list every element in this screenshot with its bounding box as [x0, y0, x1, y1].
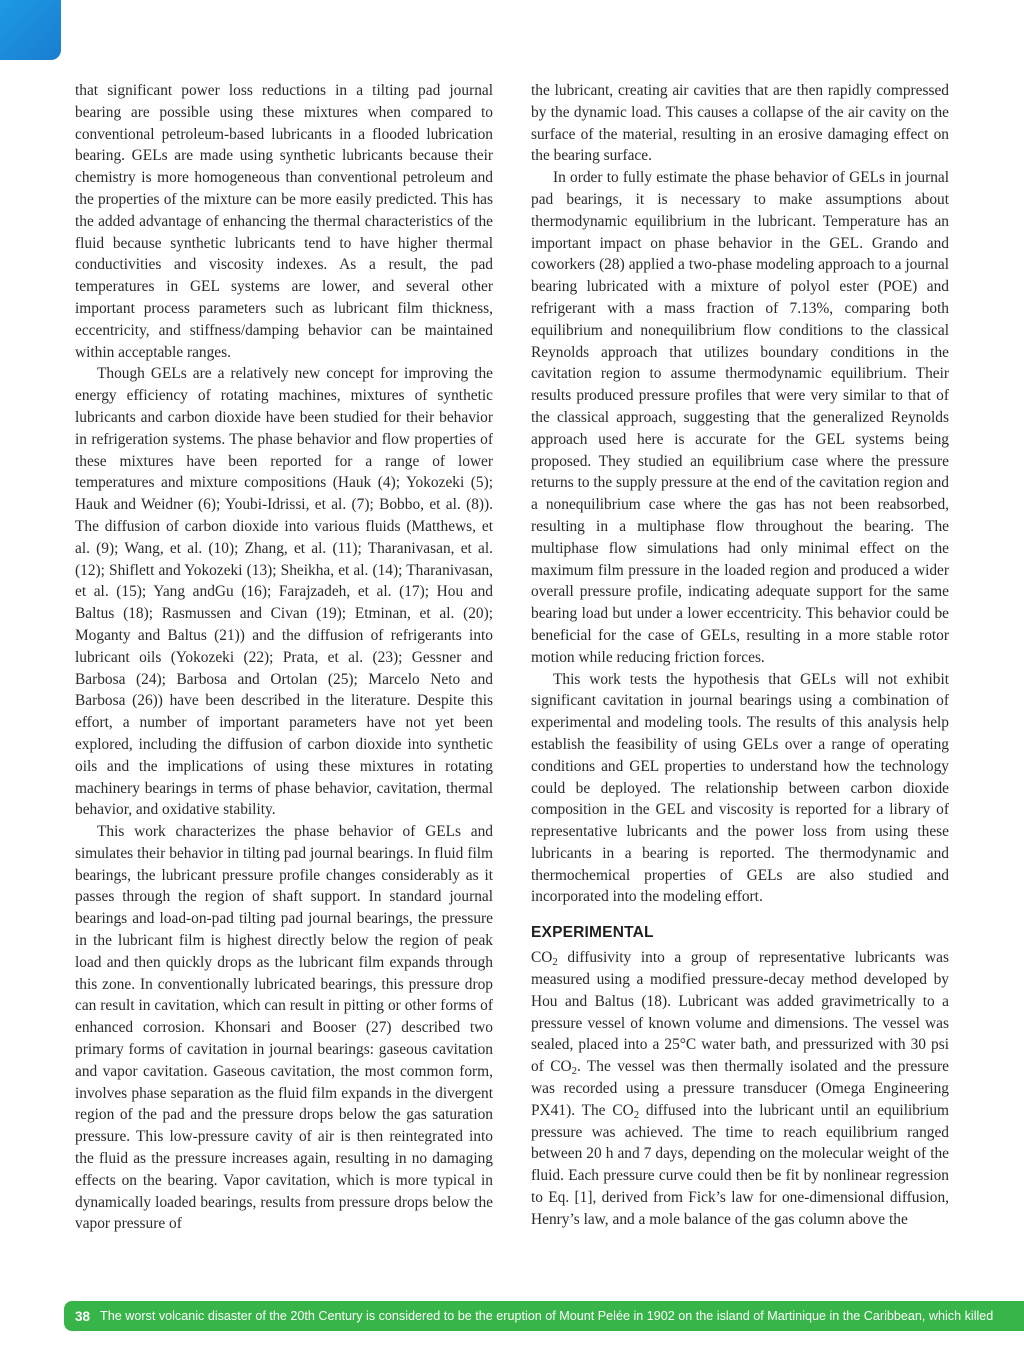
corner-tab-decoration	[0, 0, 61, 60]
subscript: 2	[552, 956, 558, 969]
body-paragraph: that significant power loss reductions in a tilting pad journal bearing are possible using these mixtures when compared to conventional petroleum-based lubricants in a flooded lubrication bearing. GELs are made using synthetic lubricants because their chemistry is more homogeneous than conventional petroleum and the properties of the mixture can be more easily predicted. This has the added advantage of enhancing the thermal characteristics of the fluid because synthetic lubricants tend to have higher thermal conductivities and viscosity indexes. As a result, the pad temperatures in GEL systems are lower, and several other important process parameters such as lubricant film thickness, eccentricity, and stiffness/damping behavior can be maintained within acceptable ranges.	[75, 82, 493, 361]
right-column	[531, 80, 949, 1231]
left-column	[75, 80, 493, 1235]
footer-bar	[64, 1301, 1024, 1331]
body-paragraph: This work characterizes the phase behavior of GELs and simulates their behavior in tilting pad journal bearings. In fluid film bearings, the lubricant pressure profile changes considerably as it passes through the region of shaft support. In standard journal bearings and load-on-pad tilting pad journal bearings, the pressure in the lubricant film is highest directly below the region of peak load and then quickly drops as the lubricant film expands through this zone. In conventionally lubricated bearings, this pressure drop can result in cavitation, which can result in pitting or other forms of enhanced corrosion. Khonsari and Booser (27) described two primary forms of cavitation in journal bearings: gaseous cavitation and vapor cavitation. Gaseous cavitation, the most common form, involves phase separation as the fluid film expands in the divergent region of the pad and the pressure drops below the gas saturation pressure. This low-pressure cavity of air is then reintegrated into the fluid as the pressure increases again, resulting in no damaging effects on the bearing. Vapor cavitation, which is more typical in dynamically loaded bearings, results from pressure drops below the vapor pressure of	[75, 823, 493, 1233]
subscript: 2	[571, 1065, 577, 1078]
text-run: CO	[531, 949, 553, 967]
experimental-paragraph	[531, 947, 949, 1230]
page-number: 38	[75, 1308, 91, 1324]
text-run: . The vessel was then thermally isolated and the pressure was recorded using a pressure transducer (Omega Engineering PX41). The CO	[531, 1058, 949, 1119]
section-heading-experimental: EXPERIMENTAL	[531, 924, 654, 942]
body-paragraph: Though GELs are a relatively new concept for improving the energy efficiency of rotating machines, mixtures of synthetic lubricants and carbon dioxide have been studied for their behavior in refrigeration systems. The phase behavior and flow properties of these mixtures have been reported for a range of lower temperatures and mixture compositions (Hauk (4); Yokozeki (5); Hauk and Weidner (6); Youbi-Idrissi, et al. (7); Bobbo, et al. (8)). The diffusion of carbon dioxide into various fluids (Matthews, et al. (9); Wang, et al. (10); Zhang, et al. (11); Tharanivasan, et al. (12); Shiflett and Yokozeki (13); Sheikha, et al. (14); Tharanivasan, et al. (15); Yang andGu (16); Farajzadeh, et al. (17); Hou and Baltus (18); Rasmussen and Civan (19); Etminan, et al. (20); Moganty and Baltus (21)) and the diffusion of refrigerants into lubricant oils (Yokozeki (22); Prata, et al. (23); Gessner and Barbosa (24); Barbosa and Ortolan (25); Marcelo Neto and Barbosa (26)) have been described in the literature. Despite this effort, a number of important parameters have not yet been explored, including the diffusion of carbon dioxide into synthetic oils and the implications of using these mixtures in rotating machinery bearings in terms of phase behavior, cavitation, thermal behavior, and oxidative stability.	[75, 365, 493, 819]
body-paragraph: In order to fully estimate the phase behavior of GELs in journal pad bearings, it is necessary to make assumptions about thermodynamic equilibrium in the lubricant. Temperature has an important impact on phase behavior in the GEL. Grando and coworkers (28) applied a two-phase modeling approach to a journal bearing lubricated with a mixture of polyol ester (POE) and refrigerant with a mass fraction of 7.13%, comparing both equilibrium and nonequilibrium flow conditions to the classical Reynolds approach that utilizes boundary conditions in the cavitation region to assume thermodynamic equilibrium. Their results produced pressure profiles that were very similar to that of the classical approach, suggesting that the generalized Reynolds approach used here is accurate for the GEL systems being proposed. They studied an equilibrium case where the pressure returns to the supply pressure at the end of the cavitation region and a nonequilibrium case where the gas has not been reabsorbed, resulting in a multiphase flow throughout the bearing. The multiphase flow simulations had only minimal effect on the maximum film pressure in the loaded region and produced a wider overall pressure profile, indicating adequate support for the same bearing load but under a lower eccentricity. This behavior could be beneficial for the case of GELs, resulting in a more stable rotor motion while reducing friction forces.	[531, 169, 949, 666]
text-run: diffusivity into a group of representative lubricants was measured using a modified pressure-decay method developed by Hou and Baltus (18). Lubricant was added gravimetrically to a pressure vessel of known volume and dimensions. The vessel was sealed, placed into a 25°C water bath, and pressurized with 30 psi of CO	[531, 949, 949, 1076]
subscript: 2	[633, 1109, 640, 1122]
body-paragraph: the lubricant, creating air cavities that are then rapidly compressed by the dynamic load. This causes a collapse of the air cavity on the surface of the material, resulting in an erosive damaging effect on the bearing surface.	[531, 82, 949, 165]
footer-fact-text: The worst volcanic disaster of the 20th Century is considered to be the eruption of Mount Pelée in 1902 on the island of Martinique in the Caribbean, which killed	[100, 1309, 994, 1323]
text-run: diffused into the lubricant until an equilibrium pressure was achieved. The time to reach equilibrium ranged between 20 h and 7 days, depending on the molecular weight of the fluid. Each pressure curve could then be fit by nonlinear regression to Eq. [1], derived from Fick’s law for one-dimensional diffusion, Henry’s law, and a mole balance of the gas column above the	[531, 1101, 950, 1228]
body-paragraph: This work tests the hypothesis that GELs will not exhibit significant cavitation in journal bearings using a combination of experimental and modeling tools. The results of this analysis help establish the feasibility of using GELs over a range of operating conditions and GEL properties to understand how the technology could be deployed. The relationship between carbon dioxide composition in the GEL and viscosity is reported for a library of representative lubricants and the power loss from using these lubricants in a bearing is reported. The thermodynamic and thermochemical properties of GELs are also studied and incorporated into the modeling effort.	[531, 670, 949, 906]
